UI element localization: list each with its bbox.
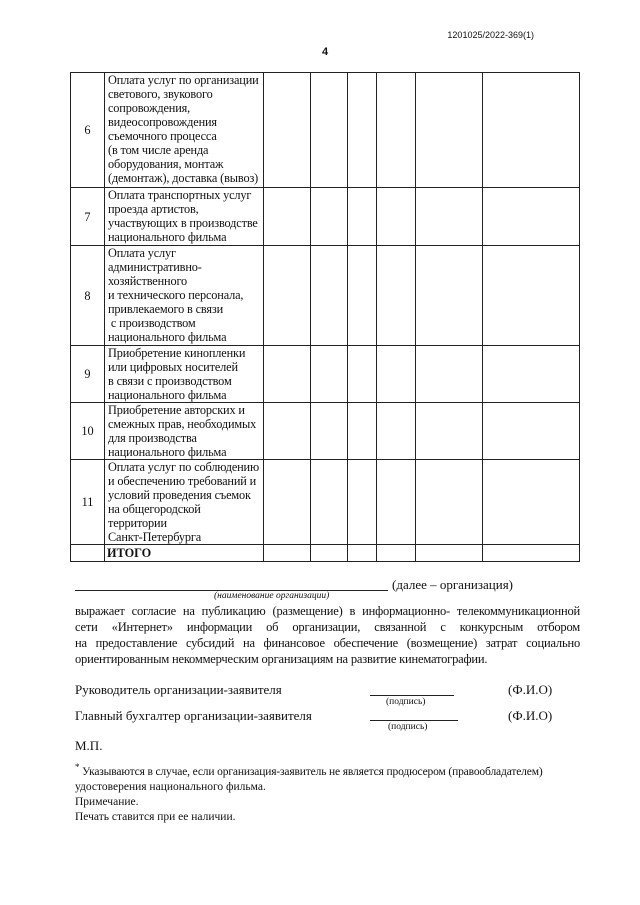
table-row <box>71 246 580 346</box>
empty-cell <box>264 403 311 460</box>
empty-cell <box>71 545 105 562</box>
empty-cell <box>264 460 311 545</box>
empty-cell <box>264 346 311 403</box>
director-signature-line <box>370 695 454 696</box>
row-description: Приобретение кинопленки или цифровых носителей в связи с производством национального фильма <box>105 346 264 403</box>
footnote <box>75 760 580 825</box>
empty-cell <box>483 403 580 460</box>
table-row <box>71 73 580 188</box>
empty-cell <box>264 545 311 562</box>
table-row <box>71 188 580 246</box>
empty-cell <box>264 246 311 346</box>
empty-cell <box>311 346 348 403</box>
empty-cell <box>377 73 416 188</box>
director-signature-caption: (подпись) <box>386 697 426 707</box>
note-text: Печать ставится при ее наличии. <box>75 810 236 823</box>
empty-cell <box>416 246 483 346</box>
stamp-label: М.П. <box>75 738 103 753</box>
empty-cell <box>311 246 348 346</box>
empty-cell <box>416 346 483 403</box>
row-number: 11 <box>71 460 105 545</box>
empty-cell <box>416 460 483 545</box>
row-number: 6 <box>71 73 105 188</box>
empty-cell <box>377 460 416 545</box>
row-number: 7 <box>71 188 105 246</box>
organization-caption: (наименование организации) <box>214 591 330 601</box>
empty-cell <box>483 346 580 403</box>
empty-cell <box>483 188 580 246</box>
consent-line: на предоставление субсидий на финансовое обеспечение (возмещение) затрат социально <box>75 636 580 650</box>
empty-cell <box>264 73 311 188</box>
empty-cell <box>348 545 377 562</box>
empty-cell <box>483 545 580 562</box>
consent-line: выражает согласие на публикацию (размещение) в информационно- телекоммуникационной <box>75 604 580 618</box>
empty-cell <box>264 188 311 246</box>
row-description: Оплата транспортных услуг проезда артистов, участвующих в производстве национального фильма <box>105 188 264 246</box>
row-description: Оплата услуг по соблюдению и обеспечению требований и условий проведения съемок на общегородской территории Санкт-Петербурга <box>105 460 264 545</box>
footnote-line <box>75 760 580 780</box>
director-fio: (Ф.И.О) <box>508 682 553 697</box>
empty-cell <box>483 460 580 545</box>
empty-cell <box>377 403 416 460</box>
total-label: ИТОГО <box>105 545 264 562</box>
empty-cell <box>483 73 580 188</box>
empty-cell <box>348 346 377 403</box>
document-id: 1201025/2022-369(1) <box>447 30 534 40</box>
row-number: 10 <box>71 403 105 460</box>
consent-line: ориентированным некоммерческим организациям на развитие кинематографии. <box>75 652 488 666</box>
row-description: Оплата услуг по организации светового, звукового сопровождения, видеосопровождения съемочного процесса (в том числе аренда оборудования, монтаж (демонтаж), доставка (вывоз) <box>105 73 264 188</box>
empty-cell <box>416 403 483 460</box>
organization-suffix: (далее – организация) <box>392 577 513 592</box>
director-label: Руководитель организации-заявителя <box>75 682 282 697</box>
row-description: Оплата услуг административно- хозяйственного и технического персонала, привлекаемого в связи с производством национального фильма <box>105 246 264 346</box>
empty-cell <box>311 545 348 562</box>
total-row <box>71 545 580 562</box>
consent-line: сети «Интернет» информации об организации, связанной с конкурсным отбором <box>75 620 580 634</box>
empty-cell <box>377 188 416 246</box>
empty-cell <box>348 460 377 545</box>
empty-cell <box>377 246 416 346</box>
empty-cell <box>348 403 377 460</box>
empty-cell <box>348 73 377 188</box>
empty-cell <box>348 188 377 246</box>
empty-cell <box>311 403 348 460</box>
expenses-table <box>70 72 580 562</box>
consent-paragraph <box>75 603 580 667</box>
accountant-fio: (Ф.И.О) <box>508 708 553 723</box>
empty-cell <box>348 246 377 346</box>
accountant-signature-line <box>370 720 458 721</box>
empty-cell <box>483 246 580 346</box>
empty-cell <box>416 73 483 188</box>
page-number: 4 <box>322 46 329 58</box>
accountant-signature-caption: (подпись) <box>388 722 428 732</box>
footnote-mark: * <box>75 762 80 772</box>
table-row <box>71 460 580 545</box>
empty-cell <box>416 188 483 246</box>
row-number: 9 <box>71 346 105 403</box>
footnote-line: удостоверения национального фильма. <box>75 780 266 793</box>
row-description: Приобретение авторских и смежных прав, необходимых для производства национального фильма <box>105 403 264 460</box>
table-row <box>71 403 580 460</box>
empty-cell <box>311 460 348 545</box>
empty-cell <box>416 545 483 562</box>
empty-cell <box>377 346 416 403</box>
footnote-text: Указываются в случае, если организация-заявитель не является продюсером (правообладателем) <box>79 765 543 778</box>
table-row <box>71 346 580 403</box>
empty-cell <box>377 545 416 562</box>
accountant-label: Главный бухгалтер организации-заявителя <box>75 708 312 723</box>
empty-cell <box>311 73 348 188</box>
empty-cell <box>311 188 348 246</box>
note-title: Примечание. <box>75 795 139 808</box>
row-number: 8 <box>71 246 105 346</box>
